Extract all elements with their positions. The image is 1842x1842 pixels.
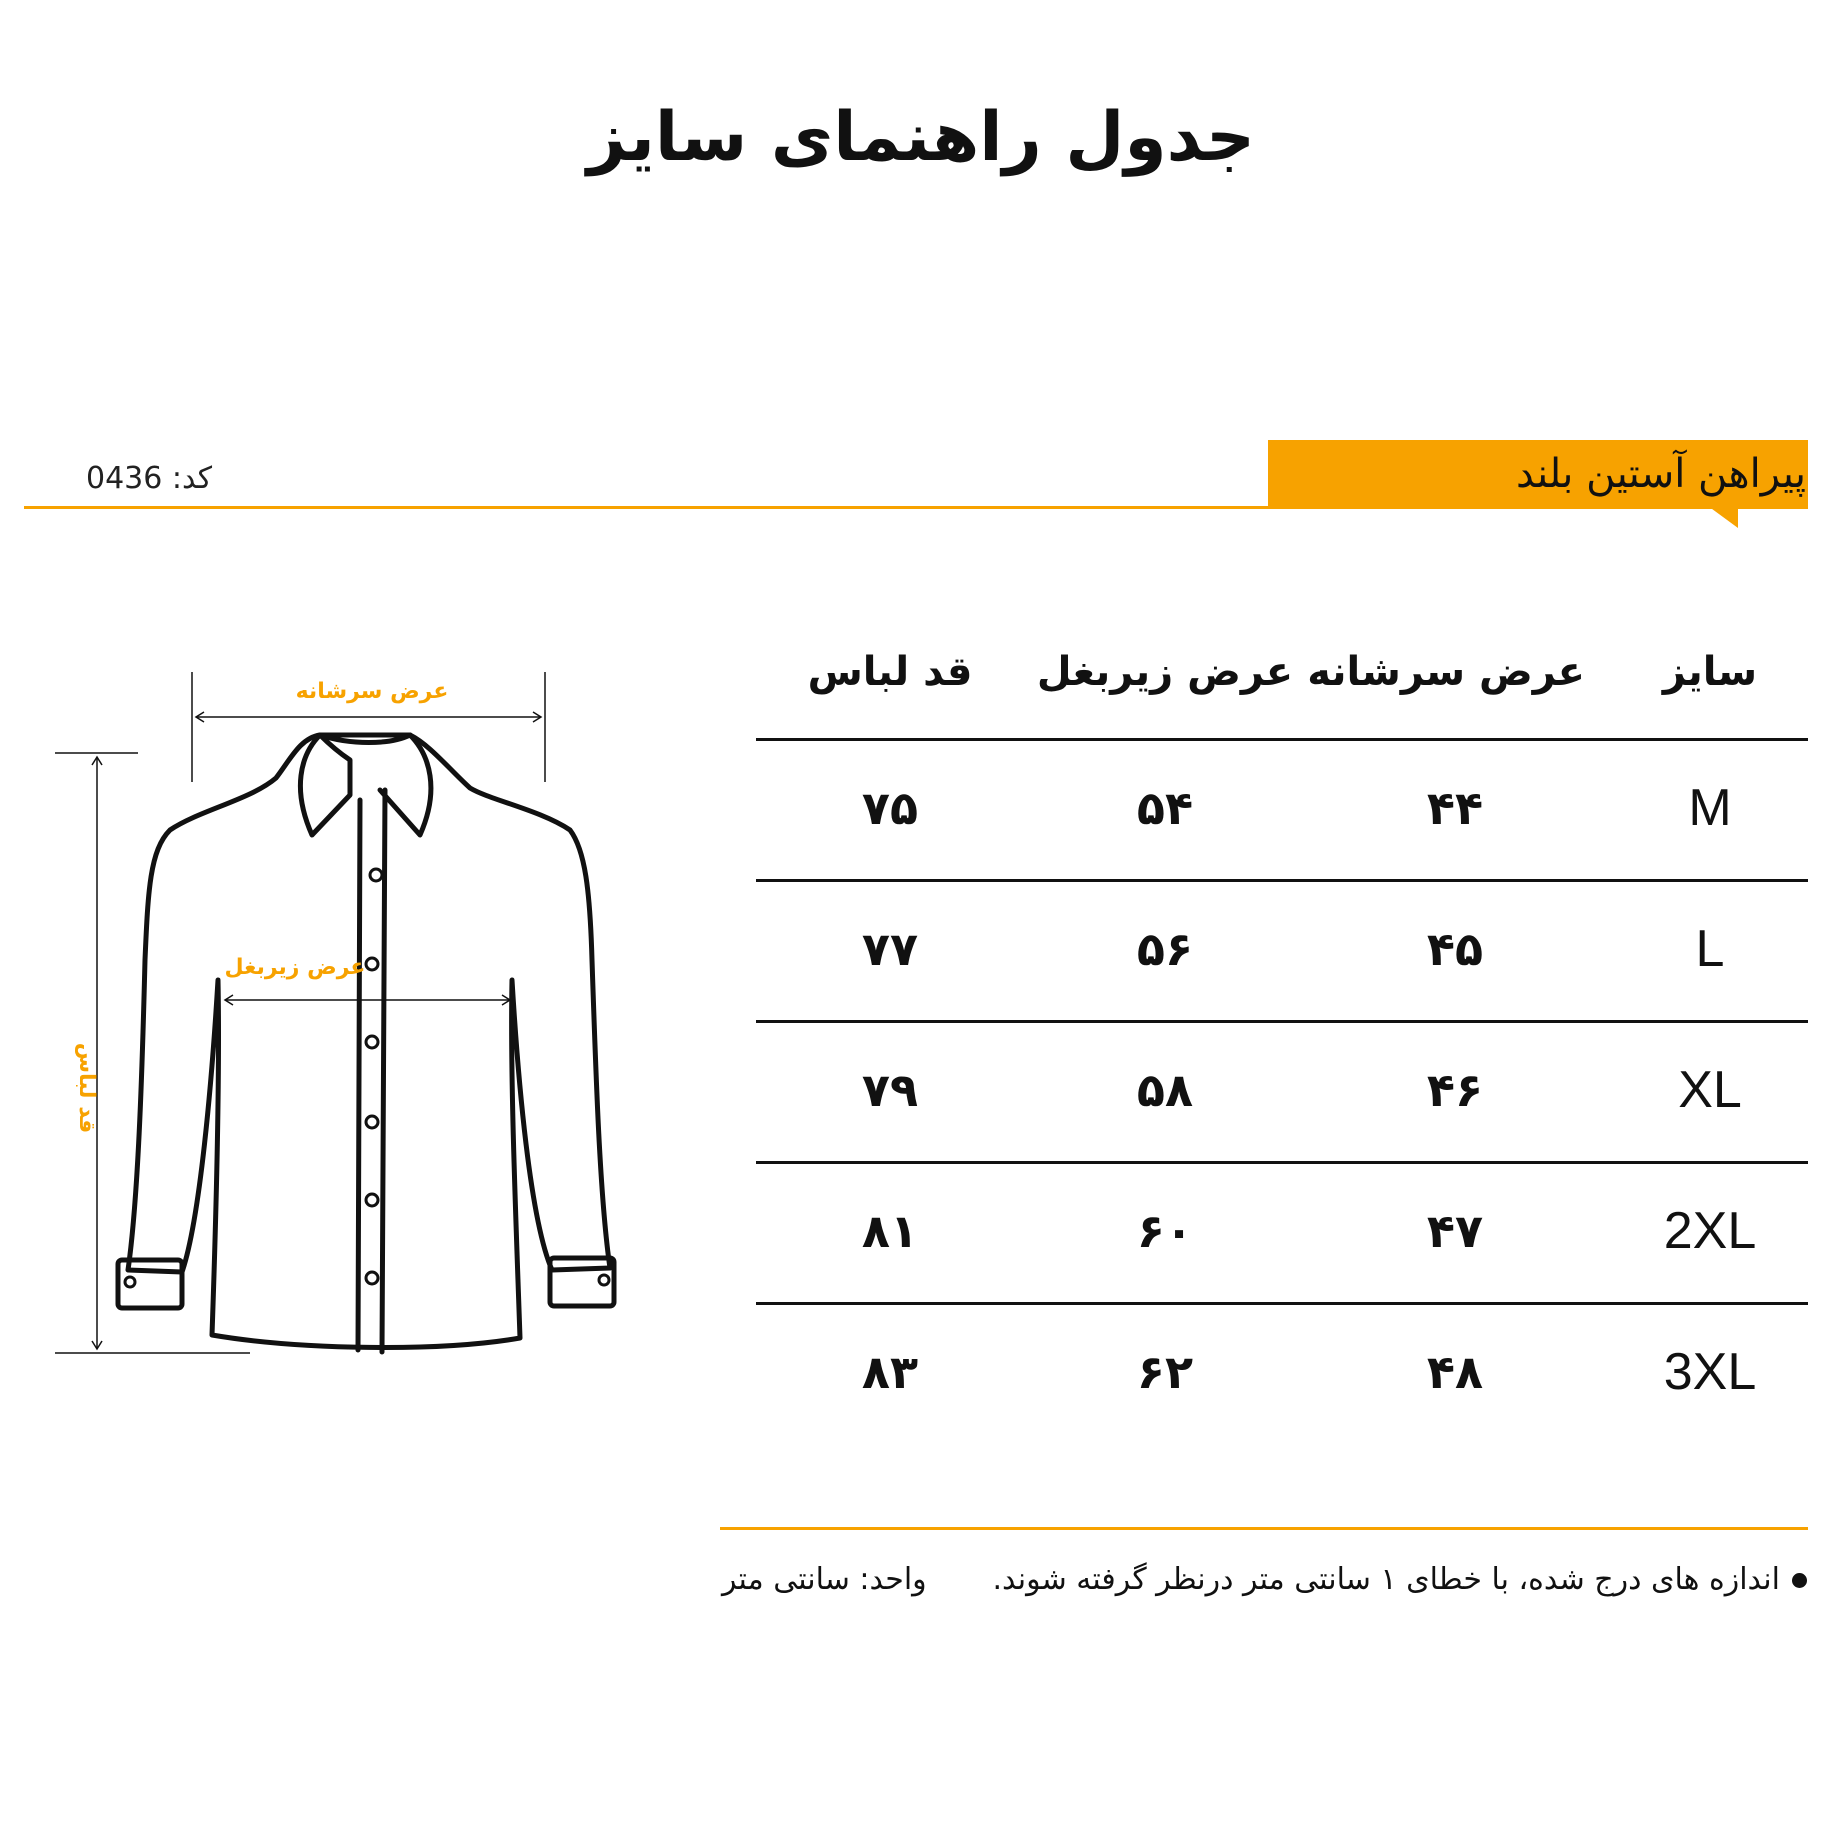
table-rule xyxy=(756,1161,1808,1164)
header-chest-width: عرض زیربغل xyxy=(1036,649,1294,695)
cell-chest: ۵۴ xyxy=(1136,781,1194,835)
shirt-collar-right xyxy=(380,735,431,835)
cell-shoulder: ۴۸ xyxy=(1426,1345,1484,1399)
cell-length: ۷۹ xyxy=(861,1063,919,1117)
button-5 xyxy=(366,1194,378,1206)
cuff-button-left xyxy=(125,1277,135,1287)
cell-chest: ۵۸ xyxy=(1136,1063,1194,1117)
shirt-collar-left xyxy=(300,735,350,835)
button-4 xyxy=(366,1116,378,1128)
product-code-label: کد: xyxy=(171,461,213,496)
cell-chest: ۵۶ xyxy=(1136,922,1194,976)
cell-chest: ۶۲ xyxy=(1136,1345,1194,1399)
cell-length: ۷۵ xyxy=(861,781,919,835)
header-length: قد لباس xyxy=(807,649,973,695)
header-size: سایز xyxy=(1662,649,1758,695)
button-2 xyxy=(366,958,378,970)
cell-shoulder: ۴۶ xyxy=(1426,1063,1484,1117)
cell-size: XL xyxy=(1678,1061,1742,1119)
table-rule xyxy=(756,738,1808,741)
shirt-diagram xyxy=(0,660,640,1380)
cell-length: ۸۳ xyxy=(861,1345,919,1399)
chest-dimension-label: عرض زیربغل xyxy=(224,955,366,980)
product-code xyxy=(86,459,212,499)
cell-shoulder: ۴۵ xyxy=(1426,922,1484,976)
product-code-value: 0436 xyxy=(86,461,163,496)
table-rule xyxy=(756,1302,1808,1305)
table-rule xyxy=(756,879,1808,882)
product-name: پیراهن آستین بلند xyxy=(1515,451,1806,497)
button-6 xyxy=(366,1272,378,1284)
page-title: جدول راهنمای سایز xyxy=(587,98,1255,177)
table-rule xyxy=(756,1020,1808,1023)
placket-left xyxy=(358,800,360,1350)
button-3 xyxy=(366,1036,378,1048)
header-shoulder-width: عرض سرشانه xyxy=(1307,649,1585,695)
cell-chest: ۶۰ xyxy=(1136,1204,1194,1258)
header-divider xyxy=(24,506,1808,509)
cell-length: ۷۷ xyxy=(861,922,919,976)
cuff-button-right xyxy=(599,1275,609,1285)
banner-notch xyxy=(1708,506,1738,528)
cell-size: 2XL xyxy=(1663,1202,1757,1260)
measurement-note: اندازه های درج شده، با خطای ۱ سانتی متر درنظر گرفته شوند. xyxy=(992,1562,1780,1597)
cell-length: ۸۱ xyxy=(861,1204,919,1258)
cell-shoulder: ۴۴ xyxy=(1426,781,1484,835)
shoulder-dimension-label: عرض سرشانه xyxy=(295,679,449,704)
cell-size: M xyxy=(1688,779,1732,837)
button-1 xyxy=(370,869,382,881)
cell-size: L xyxy=(1695,920,1725,978)
unit-note: واحد: سانتی متر xyxy=(722,1562,927,1597)
note-bullet xyxy=(1792,1573,1807,1588)
cell-size: 3XL xyxy=(1663,1343,1757,1401)
length-dimension-label: قد لباس xyxy=(74,1042,99,1134)
footer-divider xyxy=(720,1527,1808,1530)
cell-shoulder: ۴۷ xyxy=(1426,1204,1484,1258)
